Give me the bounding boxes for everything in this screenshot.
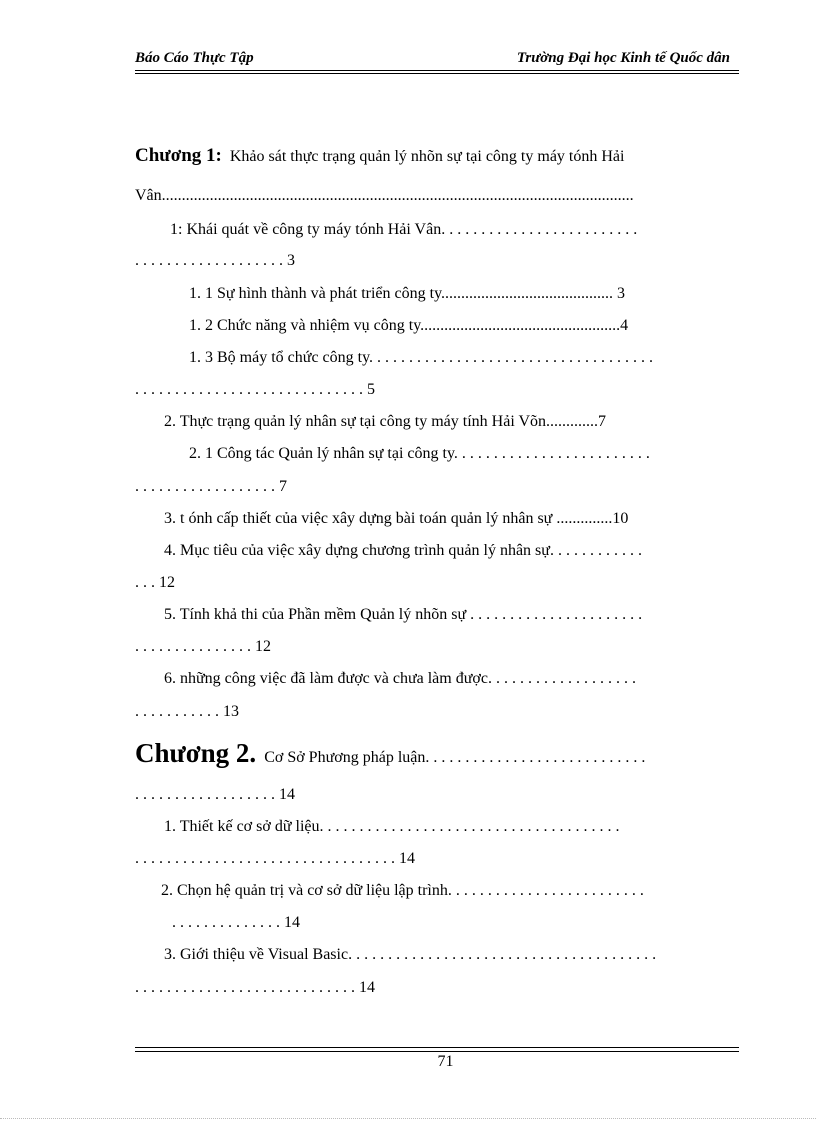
toc-entry-c2-1: 1. Thiết kế cơ sở dữ liệu. . . . . . . . . . . . . . . . . . . . . . . . . . . . . . . . . . . . . . <box>164 818 620 835</box>
toc-entry-1-3-page: . . . . . . . . . . . . . . . . . . . . . . . . . . . . . 5 <box>135 381 375 398</box>
toc-entry-2: 2. Thực trạng quản lý nhân sự tại công ty máy tính Hải Võn.............7 <box>164 413 607 430</box>
chapter-2-title: Cơ Sở Phương pháp luận. . . . . . . . . . . . . . . . . . . . . . . . . . . . <box>264 749 646 766</box>
header-rule <box>135 70 739 71</box>
toc-entry-4: 4. Mục tiêu của việc xây dựng chương trình quản lý nhân sự. . . . . . . . . . . . <box>164 542 642 559</box>
toc-chapter-2 <box>135 738 739 773</box>
toc-entry-6: 6. những công việc đã làm được và chưa làm được. . . . . . . . . . . . . . . . . . . <box>164 670 636 687</box>
footer-rule-thin <box>135 1051 739 1052</box>
toc-entry-c2-2-page: . . . . . . . . . . . . . . 14 <box>172 914 300 931</box>
toc-entry-c2-1-page: . . . . . . . . . . . . . . . . . . . . . . . . . . . . . . . . . 14 <box>135 850 415 867</box>
footer-rule <box>135 1047 739 1048</box>
toc-entry-3: 3. t ónh cấp thiết của việc xây dựng bài toán quản lý nhân sự ..............10 <box>164 510 629 527</box>
toc-chapter-1-cont: Vân...................................................................................................................... <box>135 187 634 204</box>
toc-entry-c2-3-page: . . . . . . . . . . . . . . . . . . . . . . . . . . . . 14 <box>135 979 375 996</box>
toc-entry-c2-2: 2. Chọn hệ quản trị và cơ sở dữ liệu lập trình. . . . . . . . . . . . . . . . . . . . . . . . . <box>161 882 644 899</box>
toc-entry-5-page: . . . . . . . . . . . . . . . 12 <box>135 638 271 655</box>
toc-entry-5: 5. Tính khả thi của Phần mềm Quản lý nhõn sự . . . . . . . . . . . . . . . . . . . . . . <box>164 606 643 623</box>
header-rule-thin <box>135 73 739 74</box>
toc-entry-2-1-page: . . . . . . . . . . . . . . . . . . 7 <box>135 478 287 495</box>
toc-entry-2-1: 2. 1 Công tác Quản lý nhân sự tại công ty. . . . . . . . . . . . . . . . . . . . . . . . . <box>189 445 650 462</box>
chapter-1-title: Khảo sát thực trạng quản lý nhõn sự tại công ty máy tónh Hải <box>229 148 625 165</box>
toc-entry-1: 1: Khái quát về công ty máy tónh Hải Vân. . . . . . . . . . . . . . . . . . . . . . . . . <box>170 221 638 238</box>
toc-entry-1-3: 1. 3 Bộ máy tổ chức công ty. . . . . . . . . . . . . . . . . . . . . . . . . . . . . . . . . . . . <box>189 349 654 366</box>
toc-chapter-2-page: . . . . . . . . . . . . . . . . . . 14 <box>135 786 295 803</box>
toc-entry-4-page: . . . 12 <box>135 574 175 591</box>
toc-entry-1-1: 1. 1 Sự hình thành và phát triển công ty........................................... 3 <box>189 285 626 302</box>
page-number: 71 <box>437 1053 454 1070</box>
chapter-1-label: Chương 1: <box>135 146 222 166</box>
chapter-2-label: Chương 2. <box>135 738 257 768</box>
toc-entry-1-2: 1. 2 Chức năng và nhiệm vụ công ty..................................................4 <box>189 317 629 334</box>
toc-entry-6-page: . . . . . . . . . . . 13 <box>135 703 239 720</box>
toc-entry-1-page: . . . . . . . . . . . . . . . . . . . 3 <box>135 252 295 269</box>
header-left-title: Báo Cáo Thực Tập <box>135 50 254 66</box>
header-right-title: Trường Đại học Kinh tế Quốc dân <box>516 50 730 66</box>
page-bottom-edge <box>0 1118 816 1119</box>
toc-entry-c2-3: 3. Giới thiệu về Visual Basic. . . . . . . . . . . . . . . . . . . . . . . . . . . . . . . . . . . . . . . <box>164 946 657 963</box>
toc-chapter-1 <box>135 146 739 167</box>
